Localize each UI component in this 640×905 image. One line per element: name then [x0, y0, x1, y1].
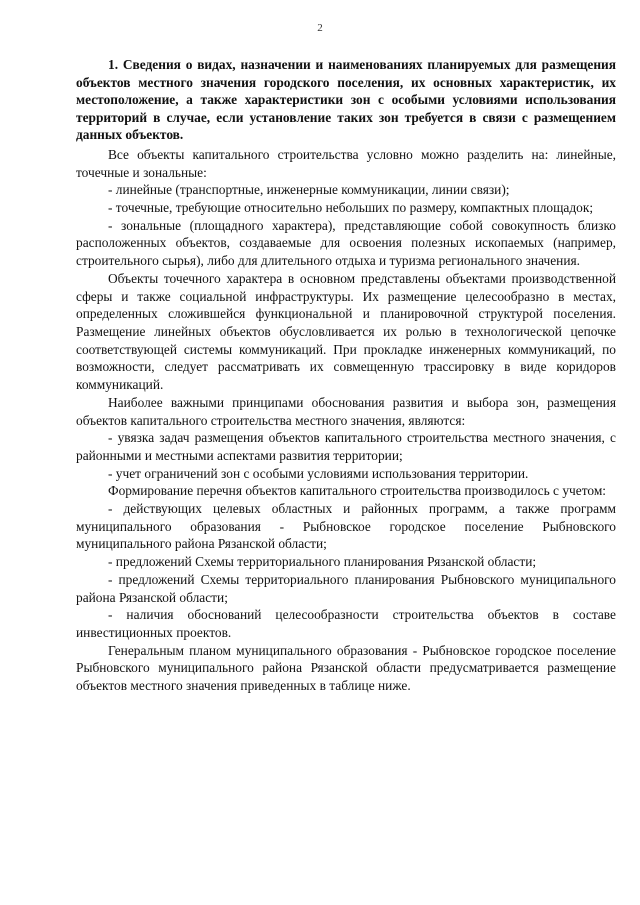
list-item-regional-scheme: - предложений Схемы территориального планирования Рязанской области; [108, 554, 537, 570]
list-item-point: - точечные, требующие относительно небольших по размеру, компактных площадок; [108, 200, 594, 216]
list-item-programs: - действующих целевых областных и районных программ, а также программ муниципального образования - Рыбновское городское поселение Рыбновского муниципального района Рязанской области; [76, 501, 616, 552]
list-item-linear: - линейные (транспортные, инженерные коммуникации, линии связи); [108, 182, 510, 198]
paragraph-formation: Формирование перечня объектов капитального строительства производилось с учетом: [108, 483, 607, 499]
paragraph-point-objects: Объекты точечного характера в основном представлены объектами производственной сферы и также социальной инфраструктуры. Их размещение целесообразно в местах, определенных сложившейся функциональной и планировочной структурой поселения. Размещение линейных объектов обусловливается их ролью в технологической цепочке соответствующей системы коммуникаций. При прокладке инженерных коммуникаций, по возможности, следует рассматривать их совмещенную трассировку в виде коридоров коммуникаций. [76, 270, 616, 393]
paragraph-principles: Наиболее важными принципами обоснования развития и выбора зон, размещения объектов капитального строительства местного значения, являются: [76, 394, 616, 428]
list-item-zonal: - зональные (площадного характера), представляющие собой совокупность близко расположенных объектов, создаваемые для освоения полезных ископаемых (например, строительного сырья), либо для длительного отдыха и туризма регионального значения. [76, 217, 616, 269]
list-item-coordination: - увязка задач размещения объектов капитального строительства местного значения, с районными и местными аспектами развития территории; [76, 430, 616, 463]
section-heading: 1. Сведения о видах, назначении и наименованиях планируемых для размещения объектов местного значения городского поселения, их основных характеристик, их местоположение, а также характеристики зон с особыми условиями использования территорий в случае, если установление таких зон требуется в связи с размещением данных объектов. [76, 57, 616, 143]
document-body [76, 56, 616, 695]
list-item-restrictions: - учет ограничений зон с особыми условиями использования территории. [108, 465, 529, 481]
list-item-investment: - наличия обоснований целесообразности строительства объектов в составе инвестиционных проектов. [76, 607, 616, 640]
list-item-district-scheme: - предложений Схемы территориального планирования Рыбновского муниципального района Рязанской области; [76, 571, 616, 605]
page-number: 2 [317, 22, 323, 34]
paragraph-general-plan: Генеральным планом муниципального образования - Рыбновское городское поселение Рыбновского муниципального района Рязанской области предусматривается размещение объектов местного значения приведенных в таблице ниже. [76, 642, 616, 694]
paragraph-intro: Все объекты капитального строительства условно можно разделить на: линейные, точечные и зональные: [76, 146, 616, 180]
